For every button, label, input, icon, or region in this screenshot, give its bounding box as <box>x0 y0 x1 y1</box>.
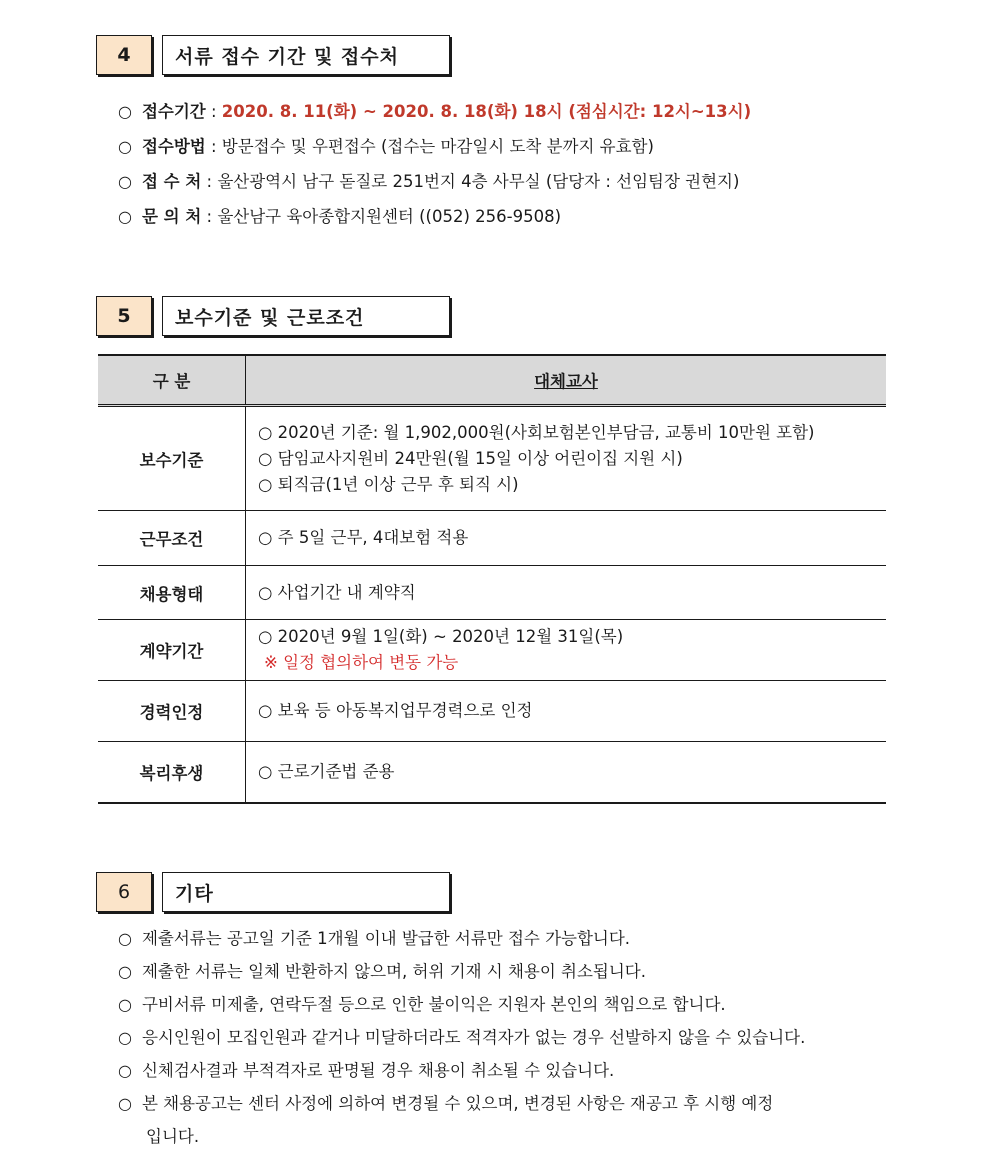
misc-item-text: 구비서류 미제출, 연락두절 등으로 인한 불이익은 지원자 본인의 책임으로 합니다. <box>141 995 726 1014</box>
inquiry-label: 문 의 처 <box>141 207 202 226</box>
row-line: ○ 퇴직금(1년 이상 근무 후 퇴직 시) <box>258 474 519 494</box>
misc-item <box>118 1057 614 1081</box>
reception-place-line <box>118 168 739 192</box>
section-5-number: 5 <box>96 296 152 336</box>
row-note: ※ 일정 협의하여 변동 가능 <box>264 653 459 672</box>
row-value <box>246 511 887 566</box>
row-key: 계약기간 <box>98 620 246 681</box>
bullet-icon: ○ <box>118 1094 132 1113</box>
row-key: 복리후생 <box>98 742 246 803</box>
row-value <box>246 620 887 681</box>
bullet-icon: ○ <box>118 172 132 191</box>
row-key: 보수기준 <box>98 406 246 511</box>
separator: : <box>205 137 222 156</box>
row-key: 채용형태 <box>98 566 246 620</box>
row-key: 경력인정 <box>98 681 246 742</box>
misc-item <box>118 1090 773 1114</box>
row-value <box>246 742 887 803</box>
section-5-title: 보수기준 및 근로조건 <box>162 296 450 336</box>
row-line: ○ 주 5일 근무, 4대보험 적용 <box>258 528 469 547</box>
reception-method-label: 접수방법 <box>141 137 206 156</box>
table-row <box>98 566 886 620</box>
separator: : <box>205 102 222 121</box>
separator: : <box>201 207 218 226</box>
reception-method-line <box>118 133 654 157</box>
misc-item <box>118 991 726 1015</box>
misc-item <box>118 925 630 949</box>
bullet-icon: ○ <box>118 995 132 1014</box>
table-header-row <box>98 355 886 406</box>
separator: : <box>201 172 218 191</box>
bullet-icon: ○ <box>118 1061 132 1080</box>
section-6-title: 기타 <box>162 872 450 912</box>
conditions-table <box>98 354 886 804</box>
reception-period-label: 접수기간 <box>141 102 206 121</box>
reception-place-value: 울산광역시 남구 돋질로 251번지 4층 사무실 (담당자 : 선임팀장 권현지) <box>217 172 740 191</box>
reception-period-value: 2020. 8. 11(화) ~ 2020. 8. 18(화) 18시 (점심시간: 12시~13시) <box>221 102 752 121</box>
row-value <box>246 406 887 511</box>
inquiry-line <box>118 203 561 227</box>
misc-item <box>118 958 646 982</box>
table-row <box>98 406 886 511</box>
row-line: ○ 근로기준법 준용 <box>258 761 395 781</box>
bullet-icon: ○ <box>118 1028 132 1047</box>
misc-item-continuation: 입니다. <box>146 1127 200 1146</box>
bullet-icon: ○ <box>118 962 132 981</box>
reception-period-line <box>118 98 751 122</box>
bullet-icon: ○ <box>118 137 132 156</box>
row-line: ○ 사업기간 내 계약직 <box>258 582 416 602</box>
section-4-number: 4 <box>96 35 152 75</box>
bullet-icon: ○ <box>118 207 132 226</box>
row-line: ○ 담임교사지원비 24만원(월 15일 이상 어린이집 지원 시) <box>258 448 683 468</box>
section-6-number: 6 <box>96 872 152 912</box>
misc-item-text: 제출서류는 공고일 기준 1개월 이내 발급한 서류만 접수 가능합니다. <box>141 929 631 948</box>
misc-item-text: 본 채용공고는 센터 사정에 의하여 변경될 수 있으며, 변경된 사항은 재공고 후 시행 예정 <box>141 1094 774 1113</box>
table-row <box>98 681 886 742</box>
row-value <box>246 681 887 742</box>
bullet-icon: ○ <box>118 102 132 121</box>
section-6-header <box>96 872 452 914</box>
table-row <box>98 511 886 566</box>
misc-item-text: 응시인원이 모집인원과 같거나 미달하더라도 적격자가 없는 경우 선발하지 않을 수 있습니다. <box>141 1028 806 1047</box>
row-line: ○ 2020년 기준: 월 1,902,000원(사회보험본인부담금, 교통비 10만원 포함) <box>258 422 815 442</box>
header-substitute-teacher-label: 대체교사 <box>534 372 598 391</box>
misc-item <box>118 1024 805 1048</box>
reception-place-label: 접 수 처 <box>141 172 202 191</box>
row-line: ○ 2020년 9월 1일(화) ~ 2020년 12월 31일(목) <box>258 627 624 646</box>
row-value <box>246 566 887 620</box>
misc-item-text: 신체검사결과 부적격자로 판명될 경우 채용이 취소될 수 있습니다. <box>141 1061 615 1080</box>
header-category: 구 분 <box>98 355 246 406</box>
table-row <box>98 742 886 803</box>
row-line: ○ 보육 등 아동복지업무경력으로 인정 <box>258 701 533 720</box>
row-key: 근무조건 <box>98 511 246 566</box>
section-5-header <box>96 296 452 338</box>
bullet-icon: ○ <box>118 929 132 948</box>
inquiry-value: 울산남구 육아종합지원센터 ((052) 256-9508) <box>217 207 562 226</box>
section-4-header <box>96 35 452 77</box>
section-4-title: 서류 접수 기간 및 접수처 <box>162 35 450 75</box>
table-row <box>98 620 886 681</box>
misc-item-text: 제출한 서류는 일체 반환하지 않으며, 허위 기재 시 채용이 취소됩니다. <box>141 962 646 981</box>
header-substitute-teacher <box>246 355 887 406</box>
reception-method-value: 방문접수 및 우편접수 (접수는 마감일시 도착 분까지 유효함) <box>221 137 654 156</box>
